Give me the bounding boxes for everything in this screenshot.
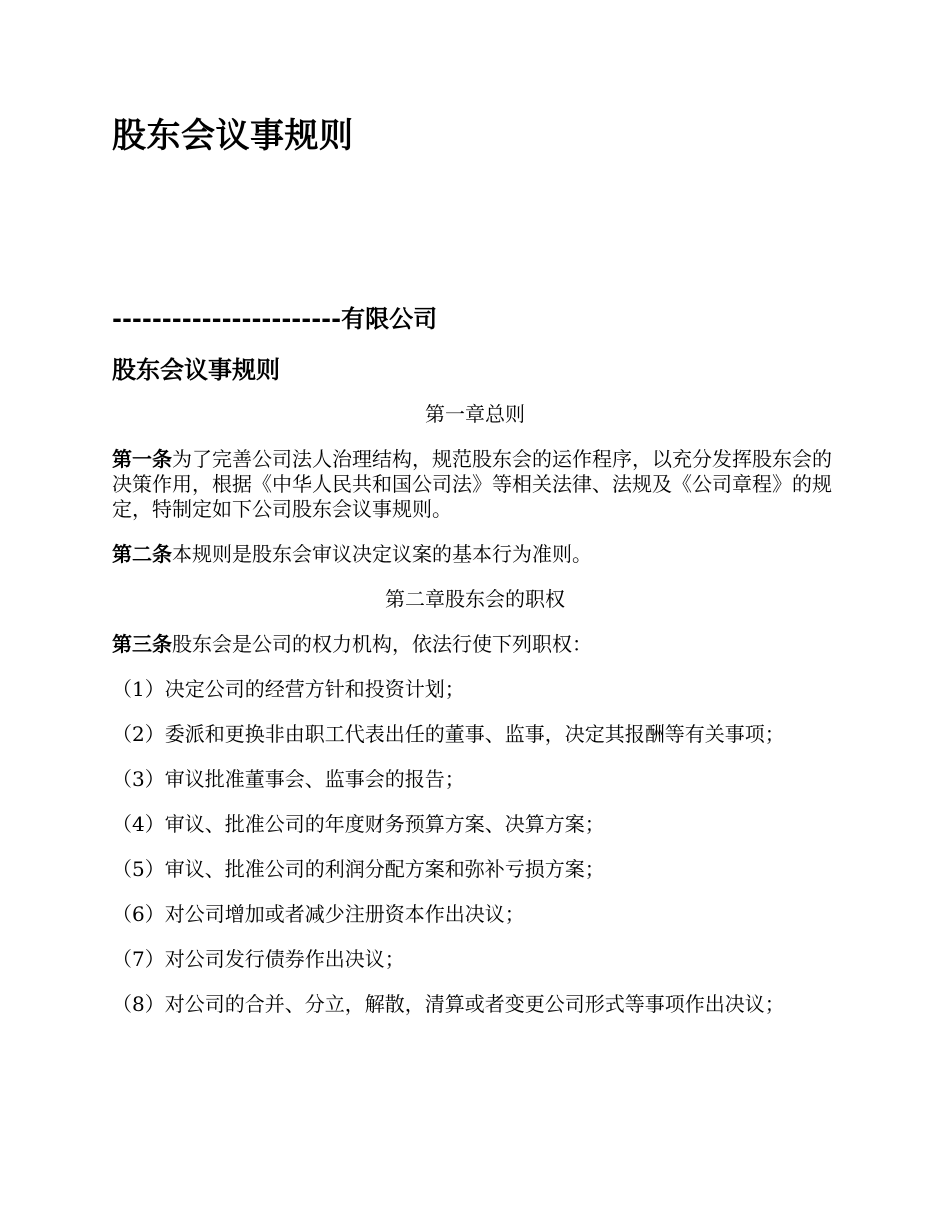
article-1 [112, 447, 838, 522]
article-2 [112, 542, 838, 567]
article-3-text: 股东会是公司的权力机构，依法行使下列职权： [172, 632, 592, 656]
power-item-4: （4）审议、批准公司的年度财务预算方案、决算方案； [112, 812, 605, 836]
power-item-8: （8）对公司的合并、分立，解散，清算或者变更公司形式等事项作出决议； [112, 992, 785, 1016]
article-3 [112, 632, 838, 657]
article-1-label: 第一条 [112, 447, 172, 471]
article-1-text: 为了完善公司法人治理结构，规范股东会的运作程序，以充分发挥股东会的决策作用，根据《中华人民共和国公司法》等相关法律、法规及《公司章程》的规定，特制定如下公司股东会议事规则。 [112, 447, 832, 521]
power-item-3: （3）审议批准董事会、监事会的报告； [112, 767, 465, 791]
rules-subtitle: 股东会议事规则 [112, 356, 280, 384]
power-item-1: （1）决定公司的经营方针和投资计划； [112, 677, 465, 701]
article-2-text: 本规则是股东会审议决定议案的基本行为准则。 [172, 542, 592, 566]
power-item-2: （2）委派和更换非由职工代表出任的董事、监事，决定其报酬等有关事项； [112, 722, 785, 746]
power-item-7: （7）对公司发行债券作出决议； [112, 947, 405, 971]
power-item-5: （5）审议、批准公司的利润分配方案和弥补亏损方案； [112, 857, 605, 881]
power-item-6: （6）对公司增加或者减少注册资本作出决议； [112, 902, 525, 926]
company-name-line: -----------------------有限公司 [112, 305, 438, 333]
article-3-label: 第三条 [112, 632, 172, 656]
document-body [112, 402, 838, 1037]
chapter-1-heading: 第一章总则 [425, 402, 525, 426]
chapter-2-heading: 第二章股东会的职权 [385, 587, 565, 611]
article-2-label: 第二条 [112, 542, 172, 566]
document-title: 股东会议事规则 [112, 116, 354, 156]
